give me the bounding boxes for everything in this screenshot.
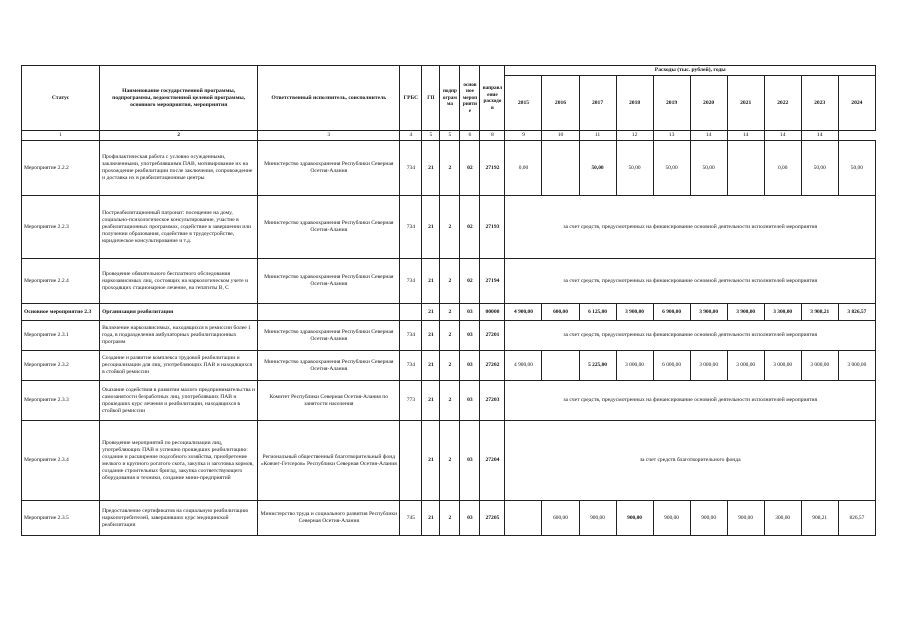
row-direction: 00000 bbox=[480, 304, 505, 321]
row-gp: 21 bbox=[422, 196, 440, 259]
row-grbs: 773 bbox=[400, 381, 422, 421]
row-grbs: 734 bbox=[400, 351, 422, 381]
row-year-value: 6 000,00 bbox=[653, 351, 690, 381]
row-direction: 27205 bbox=[480, 501, 505, 536]
row-grbs bbox=[400, 304, 422, 321]
row-direction: 27201 bbox=[480, 321, 505, 351]
row-status: Основное мероприятие 2.3 bbox=[22, 304, 100, 321]
row-name: Профилактическая работа с условно осужденными, заключенными, употреблявшими ПАВ, мотивирование их на прохождение реабилитации после заключения, сопровождение и доставка их в реабилитационные центры bbox=[100, 141, 258, 196]
column-number: 11 bbox=[579, 131, 616, 141]
row-year-value: 3 826,57 bbox=[838, 304, 875, 321]
row-year-value: 50,00 bbox=[579, 141, 616, 196]
row-gp: 21 bbox=[422, 304, 440, 321]
row-executor: Министерство здравоохранения Республики Северная Осетия-Алания bbox=[258, 259, 400, 304]
budget-table bbox=[21, 65, 876, 536]
row-year-value: 3 000,00 bbox=[616, 351, 653, 381]
table-row bbox=[22, 141, 876, 196]
row-funding-note: за счет средств, предусмотренных на финансирование основной деятельности исполнителей мероприятия bbox=[505, 259, 876, 304]
table-row bbox=[22, 351, 876, 381]
header-year-2019: 2019 bbox=[653, 76, 690, 131]
row-status: Мероприятие 2.2.3 bbox=[22, 196, 100, 259]
column-number: 5 bbox=[422, 131, 440, 141]
row-year-value: 900,00 bbox=[579, 501, 616, 536]
row-year-value: 900,00 bbox=[690, 501, 727, 536]
row-funding-note: за счет средств, предусмотренных на финансирование основной деятельности исполнителей мероприятия bbox=[505, 321, 876, 351]
row-year-value: 826,57 bbox=[838, 501, 875, 536]
row-status: Мероприятие 2.2.2 bbox=[22, 141, 100, 196]
column-number: 14 bbox=[764, 131, 801, 141]
row-direction: 27193 bbox=[480, 196, 505, 259]
header-year-2020: 2020 bbox=[690, 76, 727, 131]
header-year-2018: 2018 bbox=[616, 76, 653, 131]
column-numbering-row bbox=[22, 131, 876, 141]
row-gp: 21 bbox=[422, 351, 440, 381]
row-year-value: 4 900,00 bbox=[505, 304, 542, 321]
row-main-event: 03 bbox=[460, 351, 480, 381]
table-row bbox=[22, 421, 876, 501]
header-expenses: Расходы (тыс. рублей), годы bbox=[505, 66, 876, 76]
header-name: Наименование государственной программы, подпрограммы, ведомственной целевой программы, основного мероприятия, мероприятия bbox=[100, 66, 258, 131]
row-main-event: 03 bbox=[460, 321, 480, 351]
row-gp: 21 bbox=[422, 421, 440, 501]
row-year-value: 900,00 bbox=[653, 501, 690, 536]
column-number: 4 bbox=[400, 131, 422, 141]
table-row bbox=[22, 196, 876, 259]
row-year-value: 50,00 bbox=[616, 141, 653, 196]
row-year-value: 3 000,00 bbox=[838, 351, 875, 381]
row-year-value: 3 000,00 bbox=[764, 351, 801, 381]
header-year-2017: 2017 bbox=[579, 76, 616, 131]
row-year-value: 300,00 bbox=[764, 501, 801, 536]
row-funding-note: за счет средств, предусмотренных на финансирование основной деятельности исполнителей мероприятия bbox=[505, 381, 876, 421]
row-year-value bbox=[542, 351, 579, 381]
row-year-value: 50,00 bbox=[838, 141, 875, 196]
row-grbs: 734 bbox=[400, 196, 422, 259]
table-row bbox=[22, 259, 876, 304]
column-number: 12 bbox=[616, 131, 653, 141]
row-year-value: 4 900,00 bbox=[505, 351, 542, 381]
row-year-value bbox=[727, 141, 764, 196]
header-subprogram: подпрограмма bbox=[440, 66, 460, 131]
row-name: Организация реабилитации bbox=[100, 304, 258, 321]
row-gp: 21 bbox=[422, 381, 440, 421]
budget-table-sheet bbox=[21, 65, 876, 536]
row-funding-note: за счет средств благотворительного фонда bbox=[505, 421, 876, 501]
column-number: 14 bbox=[801, 131, 838, 141]
row-year-value: 3 300,00 bbox=[764, 304, 801, 321]
row-year-value: 908,21 bbox=[801, 501, 838, 536]
row-status: Мероприятие 2.3.3 bbox=[22, 381, 100, 421]
row-gp: 21 bbox=[422, 259, 440, 304]
row-status: Мероприятие 2.3.2 bbox=[22, 351, 100, 381]
table-row bbox=[22, 321, 876, 351]
header-year-2016: 2016 bbox=[542, 76, 579, 131]
row-year-value: 3 000,00 bbox=[727, 351, 764, 381]
column-number: 14 bbox=[727, 131, 764, 141]
table-row bbox=[22, 501, 876, 536]
row-executor: Министерство здравоохранения Республики Северная Осетия-Алания bbox=[258, 141, 400, 196]
header-year-2022: 2022 bbox=[764, 76, 801, 131]
column-number: 5 bbox=[440, 131, 460, 141]
column-number: 3 bbox=[258, 131, 400, 141]
row-year-value bbox=[542, 141, 579, 196]
row-year-value bbox=[505, 501, 542, 536]
row-executor bbox=[258, 304, 400, 321]
header-year-2024: 2024 bbox=[838, 76, 875, 131]
header-direction: направление расходов bbox=[480, 66, 505, 131]
header-year-2015: 2015 bbox=[505, 76, 542, 131]
row-status: Мероприятие 2.2.4 bbox=[22, 259, 100, 304]
row-direction: 27203 bbox=[480, 381, 505, 421]
header-gp: ГП bbox=[422, 66, 440, 131]
row-direction: 27194 bbox=[480, 259, 505, 304]
row-subprogram: 2 bbox=[440, 381, 460, 421]
row-year-value: 3 900,00 bbox=[616, 304, 653, 321]
row-year-value: 0,00 bbox=[505, 141, 542, 196]
row-grbs: 734 bbox=[400, 321, 422, 351]
row-funding-note: за счет средств, предусмотренных на финансирование основной деятельности исполнителей мероприятия bbox=[505, 196, 876, 259]
row-grbs: 734 bbox=[400, 141, 422, 196]
row-year-value: 50,00 bbox=[690, 141, 727, 196]
row-subprogram: 2 bbox=[440, 501, 460, 536]
row-status: Мероприятие 2.3.5 bbox=[22, 501, 100, 536]
row-name: Оказание содействия в развитии малого предпринимательства и самозанятости безработных лиц, употреблявших ПАВ и прошедших курс лечения и реабилитации, находящихся в стойкой ремиссии bbox=[100, 381, 258, 421]
row-year-value: 3 000,00 bbox=[801, 351, 838, 381]
header-main-event: основное мероприятие bbox=[460, 66, 480, 131]
row-gp: 21 bbox=[422, 141, 440, 196]
column-number: 9 bbox=[505, 131, 542, 141]
row-grbs: 734 bbox=[400, 259, 422, 304]
row-main-event: 03 bbox=[460, 304, 480, 321]
header-executor: Ответственный исполнитель, соисполнитель bbox=[258, 66, 400, 131]
row-subprogram: 2 bbox=[440, 351, 460, 381]
row-year-value: 600,00 bbox=[542, 304, 579, 321]
row-subprogram: 2 bbox=[440, 421, 460, 501]
row-year-value: 50,00 bbox=[653, 141, 690, 196]
row-executor: Комитет Республики Северная Осетия-Алания по занятости населения bbox=[258, 381, 400, 421]
row-direction: 27202 bbox=[480, 351, 505, 381]
column-number: 10 bbox=[542, 131, 579, 141]
row-year-value: 600,00 bbox=[542, 501, 579, 536]
column-number: 14 bbox=[690, 131, 727, 141]
row-direction: 27204 bbox=[480, 421, 505, 501]
header-year-2021: 2021 bbox=[727, 76, 764, 131]
row-name: Проведение обязательного бесплатного обследования наркозависимых лиц, состоящих на наркологическом учете и проходящих стационарное лечение, на гепатиты В, С bbox=[100, 259, 258, 304]
row-main-event: 03 bbox=[460, 421, 480, 501]
row-year-value: 6 125,00 bbox=[579, 304, 616, 321]
header-status: Статус bbox=[22, 66, 100, 131]
column-number: 6 bbox=[460, 131, 480, 141]
row-gp: 21 bbox=[422, 321, 440, 351]
row-year-value: 5 225,00 bbox=[579, 351, 616, 381]
row-main-event: 02 bbox=[460, 259, 480, 304]
row-subprogram: 2 bbox=[440, 304, 460, 321]
row-executor: Министерство труда и социального развития Республики Северная Осетия-Алания bbox=[258, 501, 400, 536]
row-main-event: 03 bbox=[460, 381, 480, 421]
row-subprogram: 2 bbox=[440, 259, 460, 304]
row-main-event: 02 bbox=[460, 141, 480, 196]
header-year-2023: 2023 bbox=[801, 76, 838, 131]
row-name: Предоставление сертификатов на социальную реабилитацию наркопотребителей, завершивших курс медицинской реабилитации bbox=[100, 501, 258, 536]
row-status: Мероприятие 2.3.1 bbox=[22, 321, 100, 351]
row-name: Проведение мероприятий по ресоциализации лиц, употребляющих ПАВ и успешно прошедших реабилитацию: создание и расширение подсобного хозяйства, приобретение мелкого и крупного рогатого скота, закупка и заготовка кормов, создание строительных бригад, закупка соответствующего оборудования и техники, создание мини-предприятий bbox=[100, 421, 258, 501]
row-grbs bbox=[400, 421, 422, 501]
row-year-value: 3 900,00 bbox=[690, 304, 727, 321]
table-row bbox=[22, 381, 876, 421]
column-number: 1 bbox=[22, 131, 100, 141]
row-name: Включение наркозависимых, находящихся в ремиссии более 1 года, в подразделения амбулаторных реабилитационных программ bbox=[100, 321, 258, 351]
row-subprogram: 2 bbox=[440, 141, 460, 196]
row-executor: Региональный общественный благотворительный фонд «Ковчег-Гетсеров» Республики Северная Осетия-Алания bbox=[258, 421, 400, 501]
row-grbs: 745 bbox=[400, 501, 422, 536]
table-row bbox=[22, 304, 876, 321]
row-year-value: 3 908,21 bbox=[801, 304, 838, 321]
header-grbs: ГРБС bbox=[400, 66, 422, 131]
row-gp: 21 bbox=[422, 501, 440, 536]
row-year-value: 900,00 bbox=[727, 501, 764, 536]
column-number: 8 bbox=[480, 131, 505, 141]
row-year-value: 50,00 bbox=[801, 141, 838, 196]
column-number: 2 bbox=[100, 131, 258, 141]
column-number: 13 bbox=[653, 131, 690, 141]
row-year-value: 3 900,00 bbox=[727, 304, 764, 321]
row-executor: Министерство здравоохранения Республики Северная Осетия-Алания bbox=[258, 321, 400, 351]
row-year-value: 0,00 bbox=[764, 141, 801, 196]
row-direction: 27192 bbox=[480, 141, 505, 196]
row-name: Постреабилитационный патронат: посещение на дому, социально-психологическое консультирование, участие в реабилитационных программах, содействие в завершении или получении образования, содействие в трудоустройстве, юридическое консультирование и т.д. bbox=[100, 196, 258, 259]
row-name: Создание и развитие комплекса трудовой реабилитации и ресоциализации для лиц, употребляющих ПАВ и находящихся в стойкой ремиссии bbox=[100, 351, 258, 381]
row-subprogram: 2 bbox=[440, 196, 460, 259]
row-status: Мероприятие 2.3.4 bbox=[22, 421, 100, 501]
row-executor: Министерство здравоохранения Республики Северная Осетия-Алания bbox=[258, 196, 400, 259]
row-main-event: 03 bbox=[460, 501, 480, 536]
row-executor: Министерство здравоохранения Республики Северная Осетия-Алания bbox=[258, 351, 400, 381]
row-year-value: 6 900,00 bbox=[653, 304, 690, 321]
row-subprogram: 2 bbox=[440, 321, 460, 351]
row-year-value: 3 000,00 bbox=[690, 351, 727, 381]
row-year-value: 900,00 bbox=[616, 501, 653, 536]
row-main-event: 02 bbox=[460, 196, 480, 259]
